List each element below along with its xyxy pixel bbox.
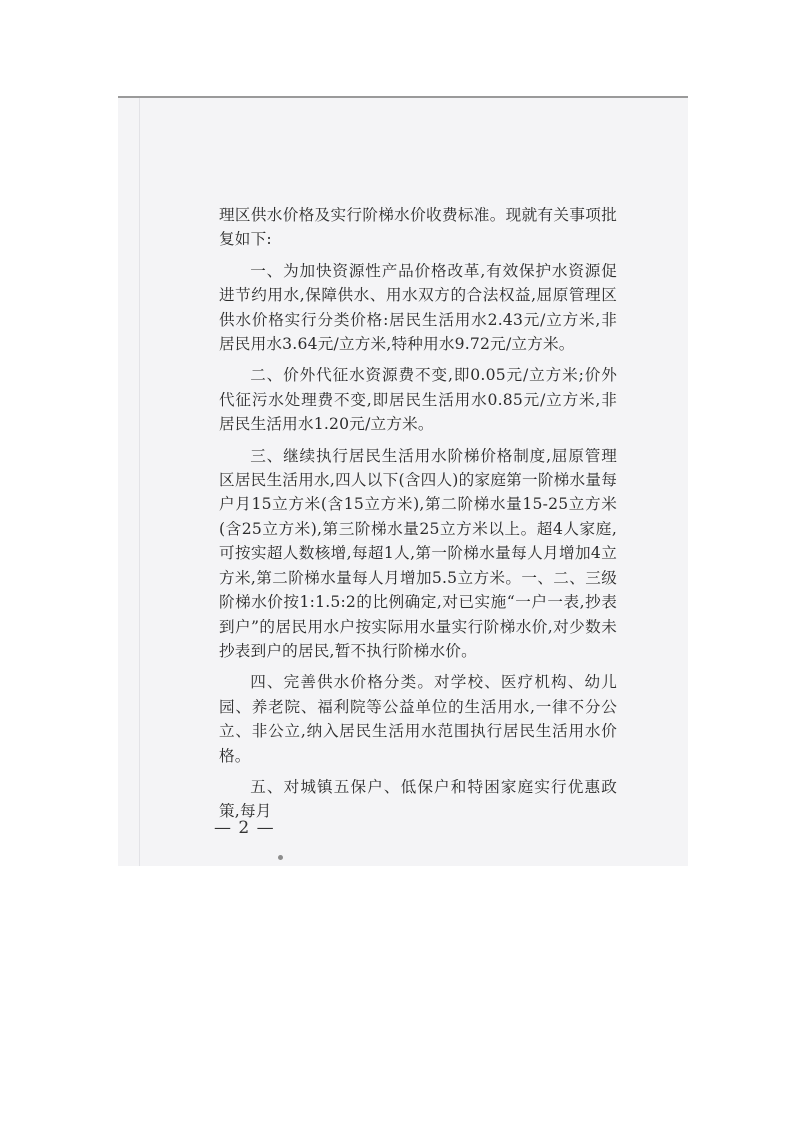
- paragraph-item-5: 五、对城镇五保户、低保户和特困家庭实行优惠政策,每月: [219, 777, 617, 821]
- paragraph-item-4: 四、完善供水价格分类。对学校、医疗机构、幼儿园、养老院、福利院等公益单位的生活用水,一律不分公立、非公立,纳入居民生活用水范围执行居民生活用水价格。: [219, 673, 617, 765]
- paragraph-item-2: 二、价外代征水资源费不变,即0.05元/立方米;价外代征污水处理费不变,即居民生活用水0.85元/立方米,非居民生活用水1.20元/立方米。: [219, 366, 617, 434]
- scan-dot-mark: [278, 855, 283, 860]
- scan-left-border: [139, 98, 140, 866]
- paragraph-continuation: 理区供水价格及实行阶梯水价收费标准。现就有关事项批复如下:: [219, 206, 617, 249]
- scan-top-border: [118, 96, 688, 98]
- page-number: — 2 —: [214, 818, 275, 838]
- paragraph-item-1: 一、为加快资源性产品价格改革,有效保护水资源促进节约用水,保障供水、用水双方的合法权益,屈原管理区供水价格实行分类价格:居民生活用水2.43元/立方米,非居民用水3.64元/立方米,特种用水9.72元/立方米。: [219, 261, 617, 354]
- document-body: [219, 203, 617, 831]
- paragraph-item-3: 三、继续执行居民生活用水阶梯价格制度,屈原管理区居民生活用水,四人以下(含四人)的家庭第一阶梯水量每户月15立方米(含15立方米),第二阶梯水量15-25立方米(含25立方米),第三阶梯水量25立方米以上。超4人家庭,可按实超人数核增,每超1人,第一阶梯水量每人月增加4立方米,第二阶梯水量每人月增加5.5立方米。一、二、三级阶梯水价按1:1.5:2的比例确定,对已实施“一户一表,抄表到户”的居民用水户按实际用水量实行阶梯水价,对少数未抄表到户的居民,暂不执行阶梯水价。: [219, 446, 617, 660]
